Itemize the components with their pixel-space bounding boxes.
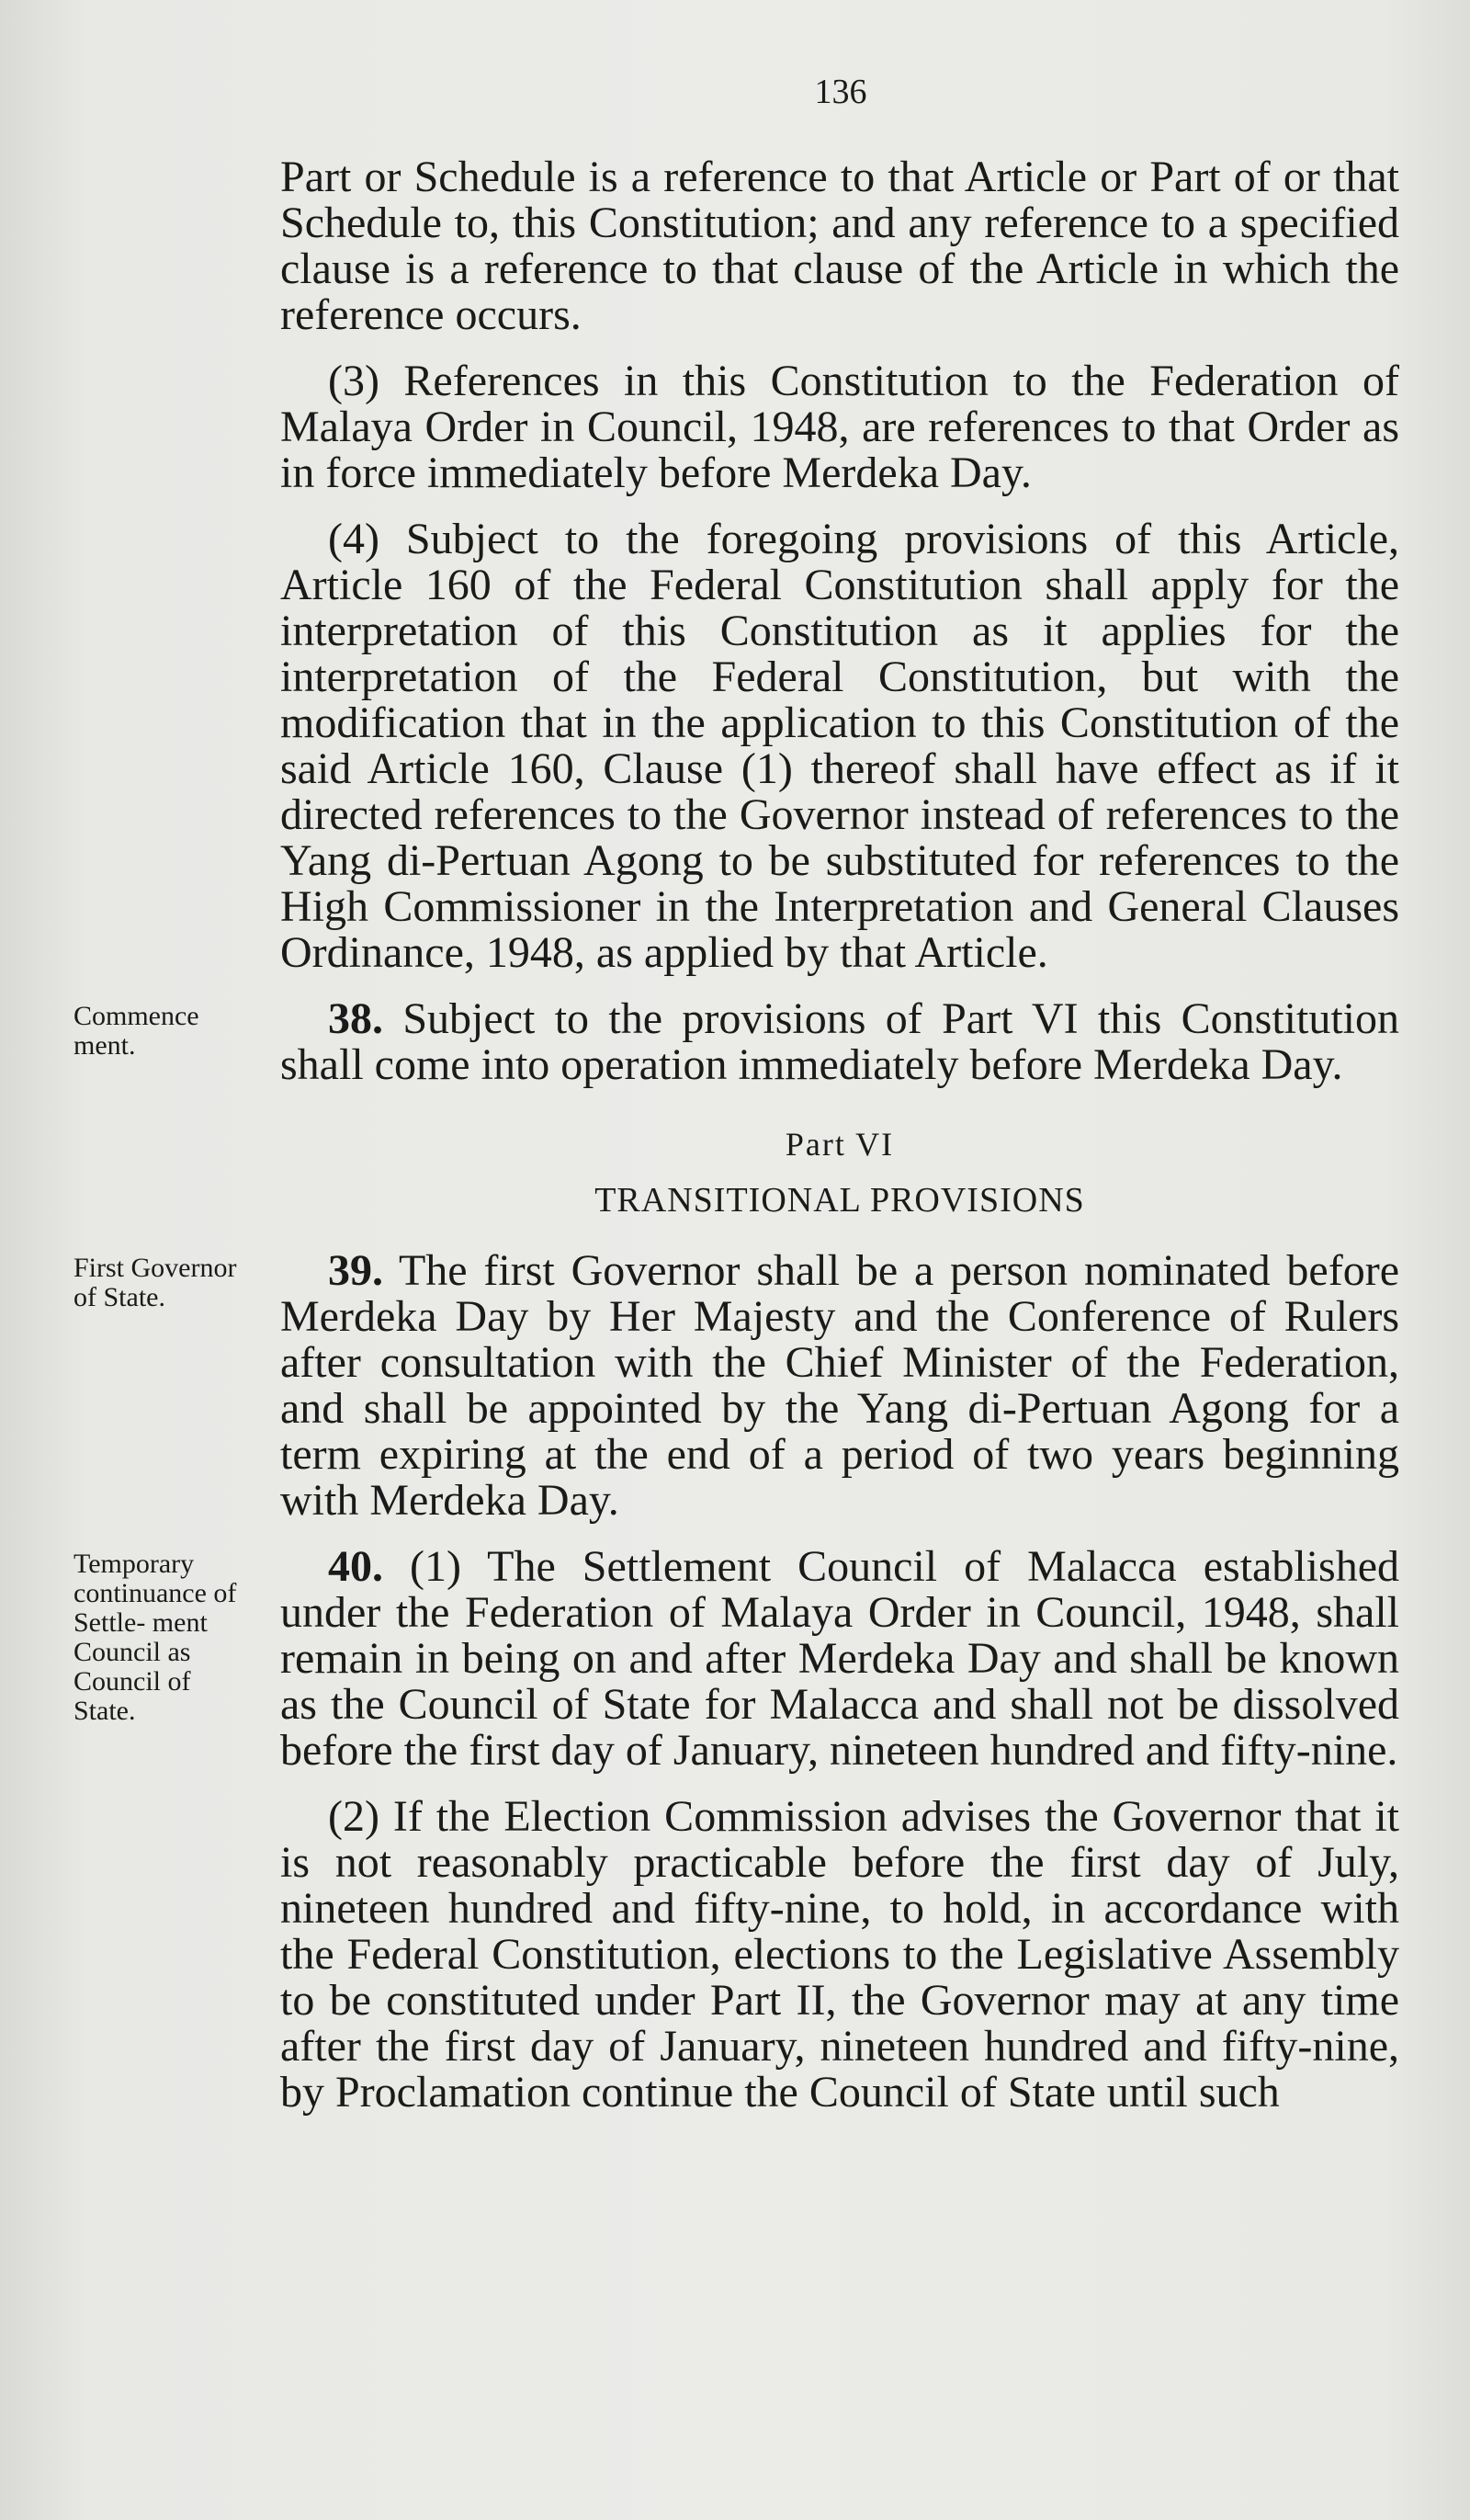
paragraph-clause-4: (4) Subject to the foregoing provisions of this Article, Article 160 of the Federal Constitution shall apply for the interpretation of this Constitution as it applies for the interpretation of the Federal Constitution, but with the modification that in the application to this Constitution of the said Article 160, Clause (1) thereof shall have effect as if it directed references to the Governor instead of references to the Yang di-Pertuan Agong to be substituted for references to the High Commissioner in the Interpretation and General Clauses Ordinance, 1948, as applied by that Article. xyxy=(280,515,1399,977)
article-40 xyxy=(74,1542,1399,1775)
article-38-text: Subject to the provisions of Part VI this Constitution shall come into operation immediately before Merdeka Day. xyxy=(280,994,1399,1089)
article-38 xyxy=(74,994,1399,1089)
part-title: TRANSITIONAL PROVISIONS xyxy=(594,1181,1085,1220)
article-40-number: 40. xyxy=(328,1542,383,1591)
article-38-number: 38. xyxy=(328,994,383,1043)
part-heading: Part VI xyxy=(785,1126,895,1163)
article-40-clause-1: (1) The Settlement Council of Malacca established under the Federation of Malaya Order in Council, 1948, shall remain in being on and after Merdeka Day and shall be known as the Council of State for Malacca and shall not be dissolved before the first day of January, nineteen hundred and fifty-nine. xyxy=(280,1542,1399,1775)
margin-note-first-governor: First Governor of State. xyxy=(74,1253,237,1312)
article-39-number: 39. xyxy=(328,1246,383,1295)
article-39-text: The first Governor shall be a person nominated before Merdeka Day by Her Majesty and the Conference of Rulers after consultation with the Chief Minister of the Federation, and shall be appointed by the Yang di-Pertuan Agong for a term expiring at the end of a period of two years beginning with Merdeka Day. xyxy=(280,1246,1399,1525)
main-text xyxy=(74,153,1399,2136)
margin-note-commencement: Commence ment. xyxy=(74,1001,199,1061)
page-number: 136 xyxy=(814,73,867,111)
margin-note-temporary-continuance: Temporary continuance of Settle- ment Council as Council of State. xyxy=(74,1549,237,1726)
paragraph-clause-3: (3) References in this Constitution to the Federation of Malaya Order in Council, 1948, are references to that Order as in force immediately before Merdeka Day. xyxy=(280,357,1399,497)
article-39 xyxy=(74,1246,1399,1525)
paragraph-continuation: Part or Schedule is a reference to that Article or Part of or that Schedule to, this Constitution; and any reference to a specified clause is a reference to that clause of the Article in which the reference occurs. xyxy=(280,153,1399,339)
article-40-clause-2: (2) If the Election Commission advises the Governor that it is not reasonably practicable before the first day of July, nineteen hundred and fifty-nine, to hold, in accordance with the Federal Constitution, elections to the Legislative Assembly to be constituted under Part II, the Governor may at any time after the first day of January, nineteen hundred and fifty-nine, by Proclamation continue the Council of State until such xyxy=(280,1792,1399,2117)
